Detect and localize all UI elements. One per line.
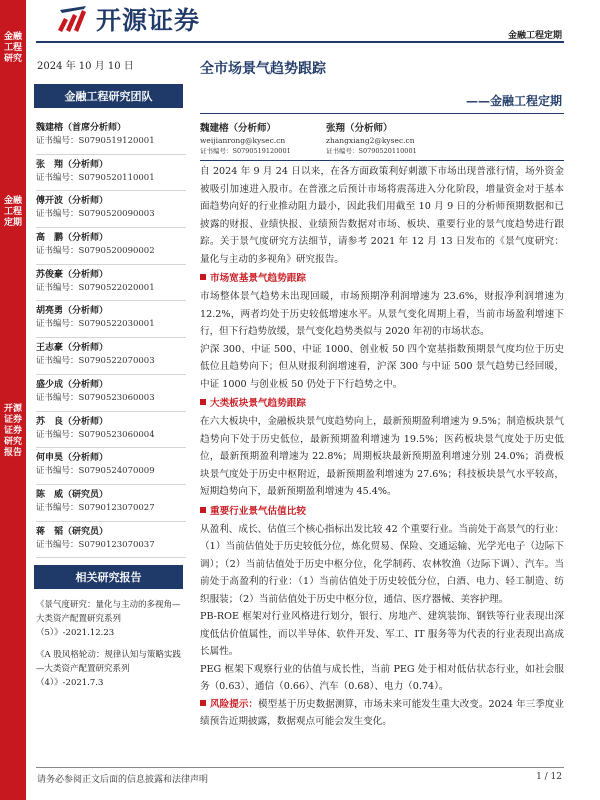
section-heading	[200, 395, 564, 413]
member-name: 蒋 韬（研究员）	[36, 526, 109, 537]
page-number: 1 / 12	[536, 772, 562, 782]
section-title: 市场宽基景气趋势跟踪	[210, 273, 306, 284]
author	[326, 122, 417, 156]
section-heading	[200, 503, 564, 521]
member-name: 王志豪（分析师）	[36, 343, 109, 354]
team-list	[36, 118, 186, 558]
author-email[interactable]: zhangxiang2@kysec.cn	[326, 136, 415, 145]
author-divider	[200, 160, 564, 161]
company-logo	[56, 2, 236, 36]
member-name: 苏俊豪（分析师）	[36, 269, 109, 280]
author-cert: 证书编号：S0790520110001	[326, 147, 417, 155]
paragraph: 在六大板块中，金融板块景气度趋势向上，最新预期盈利增速为 9.5%；制造板块景气趋势向下处于历史低位，最新预期盈利增速为 19.5%；医药板块景气度处于历史低位，最新预期盈利增速为 22.8%；周期板块最新预期盈利增速分别 24.0%；消费板块景气度处于历史中枢附近，最新预期盈利增速为 27.6%；科技板块景气水平较高，短期趋势向下，最新预期盈利增速为 45.4%。	[200, 416, 564, 497]
member-cert: 证书编号：S0790520090003	[36, 209, 155, 220]
author	[200, 122, 291, 156]
header-divider	[36, 41, 564, 43]
team-member	[36, 522, 186, 559]
square-bullet-icon	[200, 399, 206, 405]
header-tag: 金融工程定期	[507, 31, 562, 41]
member-cert: 证书编号：S0790522020001	[36, 282, 155, 293]
member-name: 魏建榕（首席分析师）	[36, 123, 127, 133]
report-subtitle: ——金融工程定期	[465, 94, 562, 108]
team-member	[36, 191, 186, 228]
member-name: 张 翔（分析师）	[36, 159, 109, 170]
sidebar-mid-text: 金融工程定期	[4, 196, 23, 228]
section-heading	[200, 270, 564, 288]
team-heading: 金融工程研究团队	[34, 84, 183, 108]
sidebar-bottom-text: 开源证券 证券研究报告	[4, 404, 23, 458]
logo-mark-icon	[56, 4, 90, 34]
team-member	[36, 485, 186, 522]
team-member	[36, 338, 186, 375]
member-cert: 证书编号：S0790522030001	[36, 319, 155, 330]
member-cert: 证书编号：S0790520090002	[36, 246, 155, 257]
member-cert: 证书编号：S0790519120001	[36, 136, 155, 146]
side-bar	[0, 0, 26, 800]
paragraph: 从盈利、成长、估值三个核心指标出发比较 42 个重要行业。当前处于高景气的行业：（1）当前估值处于历史较低分位，炼化贸易、保险、交通运输、光学光电子（边际下调）；（2）当前估值处于历史中枢分位，化学制药、农林牧渔（边际下调）、汽车。当前处于高盈利的行业：（1）当前估值处于历史较低分位，白酒、电力、轻工制造、纺织服装；（2）当前估值处于历史中枢分位，通信、医疗器械、美容护理。	[200, 523, 564, 605]
paragraph: 沪深 300、中证 500、中证 1000、创业板 50 四个宽基指数预期景气度均位于历史低位且趋势向下；但从财报利润增速看，沪深 300 与中证 500 景气趋势已经回暖，中证 1000 与创业板 50 仍处于下行趋势之中。	[200, 343, 564, 390]
member-name: 盛少成（分析师）	[36, 379, 109, 390]
member-cert: 证书编号：S0790520110001	[36, 172, 155, 183]
sidebar-top-text: 金融工程研究	[4, 32, 23, 64]
member-name: 陈 威（研究员）	[36, 489, 109, 500]
related-report-link[interactable]: 《景气度研究：量化与主动的多视角—大类资产配置研究系列（5）》-2021.12.23	[36, 600, 181, 638]
author-block	[200, 122, 560, 158]
risk-label: 风险提示：	[210, 698, 259, 710]
author-name: 魏建榕（分析师）	[200, 123, 277, 134]
risk-text: 模型基于历史数据测算，市场未来可能发生重大改变。2024 年三季度业绩预告近期披露，数据观点可能会发生变化。	[200, 698, 564, 727]
square-bullet-icon	[200, 507, 206, 513]
member-name: 傅开波（分析师）	[36, 196, 109, 207]
footer-disclaimer: 请务必参阅正文后面的信息披露和法律声明	[37, 775, 209, 785]
member-cert: 证书编号：S0790123070037	[36, 539, 155, 550]
subtitle-divider	[200, 113, 564, 114]
related-report-link[interactable]: 《A 股风格轮动：规律认知与策略实践—大类资产配置研究系列（4）》-2021.7.3	[36, 650, 181, 688]
team-member	[36, 412, 186, 449]
author-cert: 证书编号：S0790519120001	[200, 147, 291, 155]
paragraph: 市场整体景气趋势未出现回暖，市场预期净利润增速为 23.6%，财报净利润增速为 12.2%，两者均处于历史较低增速水平。从景气变化周期上看，当前市场盈利增速下行，但下行趋势放缓，景气变化趋势类似与 2020 年初的市场状态。	[200, 291, 564, 337]
logo-text: 开源证券	[96, 6, 201, 35]
member-cert: 证书编号：S0790522070003	[36, 356, 155, 367]
square-bullet-icon	[200, 274, 206, 280]
member-cert: 证书编号：S0790523060003	[36, 392, 155, 403]
square-bullet-icon	[200, 700, 206, 706]
page-title: 全市场景气趋势跟踪	[200, 61, 326, 77]
section-title: 大类板块景气趋势跟踪	[210, 398, 306, 409]
member-name: 高 鹏（分析师）	[36, 233, 109, 244]
team-member	[36, 448, 186, 485]
related-heading: 相关研究报告	[34, 565, 183, 589]
member-name: 何申昊（分析师）	[36, 453, 109, 464]
paragraph: PEG 框架下观察行业的估值与成长性，当前 PEG 处于相对低估状态行业，如社会服务（0.63）、通信（0.66）、汽车（0.68）、电力（0.74）。	[200, 663, 564, 692]
author-email[interactable]: weijianrong@kysec.cn	[200, 136, 286, 145]
member-cert: 证书编号：S0790123070027	[36, 502, 155, 513]
report-body	[200, 163, 564, 731]
intro-paragraph: 自 2024 年 9 月 24 日以来，在各方面政策利好刺激下市场出现普涨行情，场外资金被吸引加速进入股市。在普涨之后预计市场将震荡进入分化阶段，增量资金对于基本面趋势向好的行业推动阻力最小，因此我们用截至 10 月 9 日的分析师预期数据和已披露的财报、业绩快报、业绩预告数据对市场、板块、重要行业的景气度趋势进行跟踪。关于景气度研究方法细节，请参考 2021 年 12 月 13 日发布的《景气度研究：量化与主动的多视角》研究报告。	[200, 166, 564, 265]
team-member	[36, 301, 186, 338]
section-title: 重要行业景气估值比较	[210, 505, 306, 517]
member-name: 胡亮勇（分析师）	[36, 306, 109, 317]
team-member	[36, 265, 186, 302]
team-member	[36, 228, 186, 265]
member-cert: 证书编号：S0790523060004	[36, 429, 155, 440]
team-member	[36, 155, 186, 192]
paragraph: PB-ROE 框架对行业风格进行划分，银行、房地产、建筑装饰、钢铁等行业表现出深度低估价值属性，而以半导体、软件开发、军工、IT 服务等为代表的行业表现出高成长属性。	[200, 611, 564, 657]
team-member	[36, 118, 186, 155]
footer-divider	[36, 767, 564, 768]
author-name: 张翔（分析师）	[326, 123, 393, 134]
report-date: 2024 年 10 月 10 日	[37, 61, 134, 72]
team-member	[36, 375, 186, 412]
member-name: 苏 良（分析师）	[36, 416, 109, 427]
related-list	[36, 598, 186, 698]
member-cert: 证书编号：S0790524070009	[36, 466, 155, 477]
risk-paragraph	[200, 696, 564, 731]
